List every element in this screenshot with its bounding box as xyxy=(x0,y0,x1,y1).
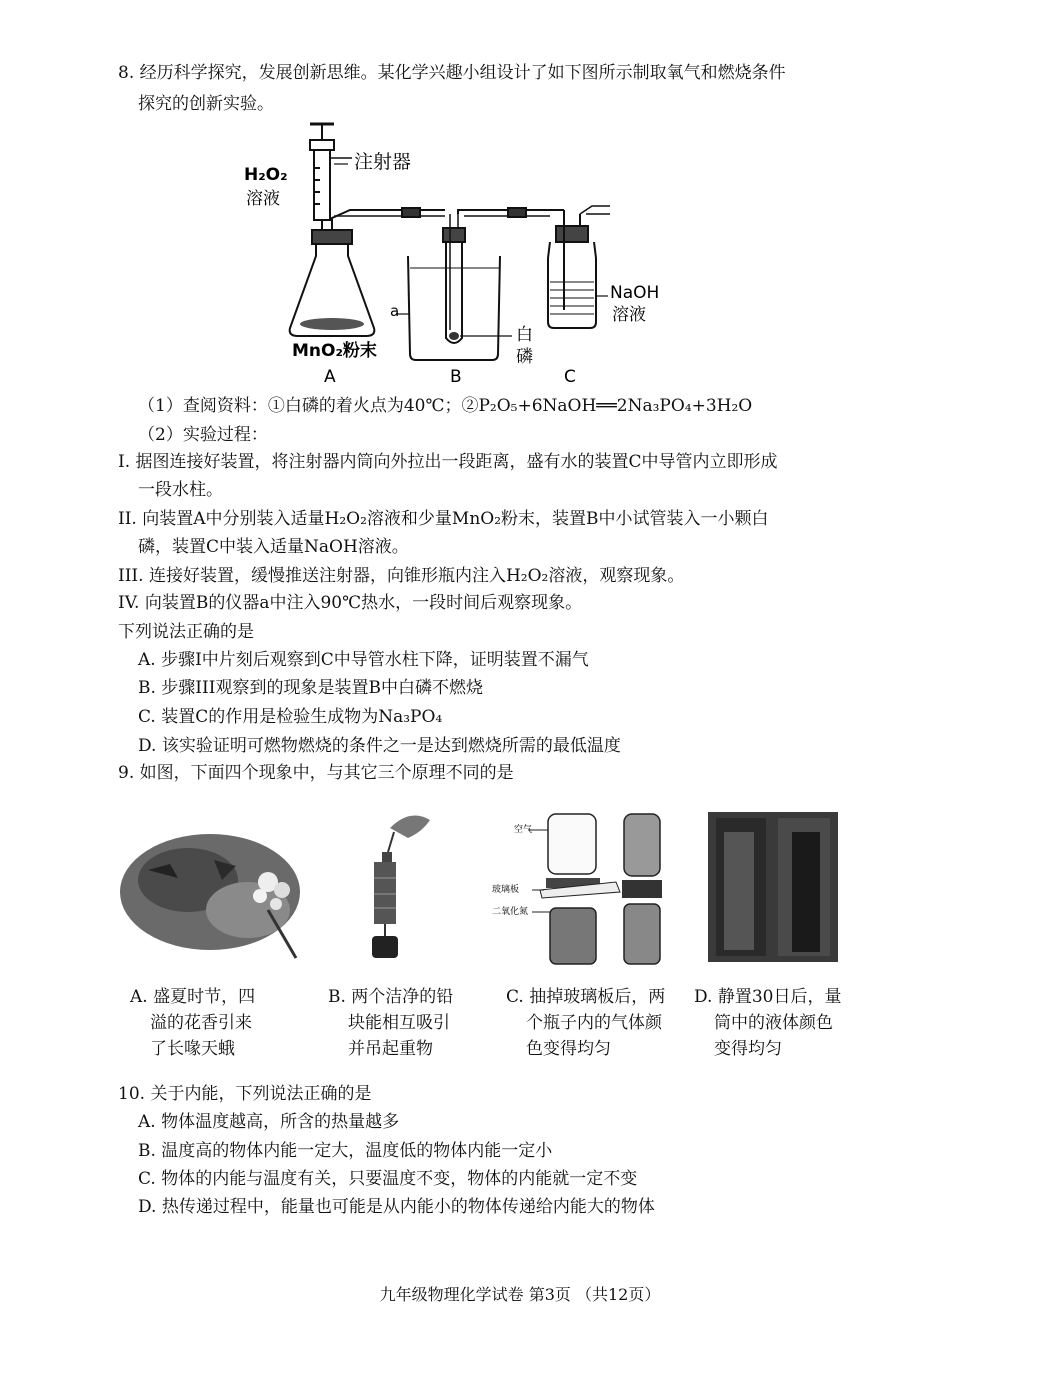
photo-flower-moth xyxy=(118,820,310,970)
q9-caption-d xyxy=(694,984,869,1062)
photo-gas-bottles xyxy=(488,808,676,970)
apparatus-diagram xyxy=(230,118,690,390)
q10-stem: 10. 关于内能，下列说法正确的是 xyxy=(118,1084,372,1104)
white-label: 白 xyxy=(516,325,533,345)
q10-option-b: B. 温度高的物体内能一定大，温度低的物体内能一定小 xyxy=(138,1141,553,1161)
q8-stem-line1: 8. 经历科学探究，发展创新思维。某化学兴趣小组设计了如下图所示制取氧气和燃烧条件 xyxy=(118,63,786,83)
photo-c-glass-label: 玻璃板 xyxy=(492,885,520,895)
q9-caption-a xyxy=(130,984,280,1062)
q8-step3: III. 连接好装置，缓慢推送注射器，向锥形瓶内注入H₂O₂溶液，观察现象。 xyxy=(118,566,685,586)
photo-cylinder xyxy=(708,812,838,962)
q8-step1-a: I. 据图连接好装置，将注射器内筒向外拉出一段距离，盛有水的装置C中导管内立即形成 xyxy=(118,452,778,472)
q9-caption-b xyxy=(328,984,478,1062)
q9-caption-a-line1: A. 盛夏时节，四 xyxy=(130,987,256,1007)
q8-info: （1）查阅资料：①白磷的着火点为40℃；②P₂O₅+6NaOH══2Na₃PO₄+3H₂O xyxy=(138,396,753,416)
photo-lead-blocks xyxy=(330,808,470,968)
q9-caption-a-line2: 溢的花香引来 xyxy=(150,1013,252,1033)
page-footer: 九年级物理化学试卷 第3页 （共12页） xyxy=(379,1285,661,1304)
q9-caption-c-line1: C. 抽掉玻璃板后，两 xyxy=(506,987,666,1007)
q9-caption-c xyxy=(506,984,681,1062)
q8-prompt: 下列说法正确的是 xyxy=(118,622,254,642)
photo-c-air-label: 空气 xyxy=(514,825,533,835)
q9-caption-d-line2: 筒中的液体颜色 xyxy=(714,1013,833,1033)
q8-stem-line2: 探究的创新实验。 xyxy=(138,94,274,114)
apparatus-b-label: B xyxy=(450,367,462,387)
syringe-label: 注射器 xyxy=(354,151,412,173)
q9-caption-b-line1: B. 两个洁净的铅 xyxy=(328,987,454,1007)
q9-caption-b-line2: 块能相互吸引 xyxy=(348,1013,450,1033)
phosphorus-label: 磷 xyxy=(516,347,533,367)
q9-caption-c-line2: 个瓶子内的气体颜 xyxy=(526,1013,662,1033)
q8-step2-a: II. 向装置A中分别装入适量H₂O₂溶液和少量MnO₂粉末，装置B中小试管装入一小颗白 xyxy=(118,509,769,529)
q8-step2-b: 磷，装置C中装入适量NaOH溶液。 xyxy=(138,537,409,557)
q9-caption-b-line3: 并吊起重物 xyxy=(348,1039,433,1059)
photo-c-no2-label: 二氧化氮 xyxy=(492,907,529,917)
apparatus-c-label: C xyxy=(564,367,576,387)
naoh-label: NaOH xyxy=(610,283,660,303)
q8-process: （2）实验过程： xyxy=(138,425,268,445)
h2o2-label: H₂O₂ xyxy=(244,165,288,185)
q10-option-d: D. 热传递过程中，能量也可能是从内能小的物体传递给内能大的物体 xyxy=(138,1197,655,1217)
instrument-a-label: a xyxy=(390,302,400,320)
h2o2-solution-label: 溶液 xyxy=(246,189,280,209)
q9-caption-d-line3: 变得均匀 xyxy=(714,1039,782,1059)
q8-step1-b: 一段水柱。 xyxy=(138,480,223,500)
q10-option-c: C. 物体的内能与温度有关，只要温度不变，物体的内能就一定不变 xyxy=(138,1169,638,1189)
q8-option-c: C. 装置C的作用是检验生成物为Na₃PO₄ xyxy=(138,707,443,727)
q8-option-d: D. 该实验证明可燃物燃烧的条件之一是达到燃烧所需的最低温度 xyxy=(138,736,621,756)
q9-stem: 9. 如图，下面四个现象中，与其它三个原理不同的是 xyxy=(118,763,514,783)
q8-option-b: B. 步骤III观察到的现象是装置B中白磷不燃烧 xyxy=(138,678,483,698)
naoh-solution-label: 溶液 xyxy=(612,305,646,325)
q9-caption-a-line3: 了长喙天蛾 xyxy=(150,1039,235,1059)
q9-caption-c-line3: 色变得均匀 xyxy=(526,1039,611,1059)
q9-caption-d-line1: D. 静置30日后，量 xyxy=(694,987,842,1007)
q8-option-a: A. 步骤I中片刻后观察到C中导管水柱下降，证明装置不漏气 xyxy=(138,650,589,670)
apparatus-a-label: A xyxy=(324,367,336,387)
q8-step4: IV. 向装置B的仪器a中注入90℃热水，一段时间后观察现象。 xyxy=(118,593,583,613)
mno2-label: MnO₂粉末 xyxy=(292,341,377,361)
q10-option-a: A. 物体温度越高，所含的热量越多 xyxy=(138,1112,400,1132)
